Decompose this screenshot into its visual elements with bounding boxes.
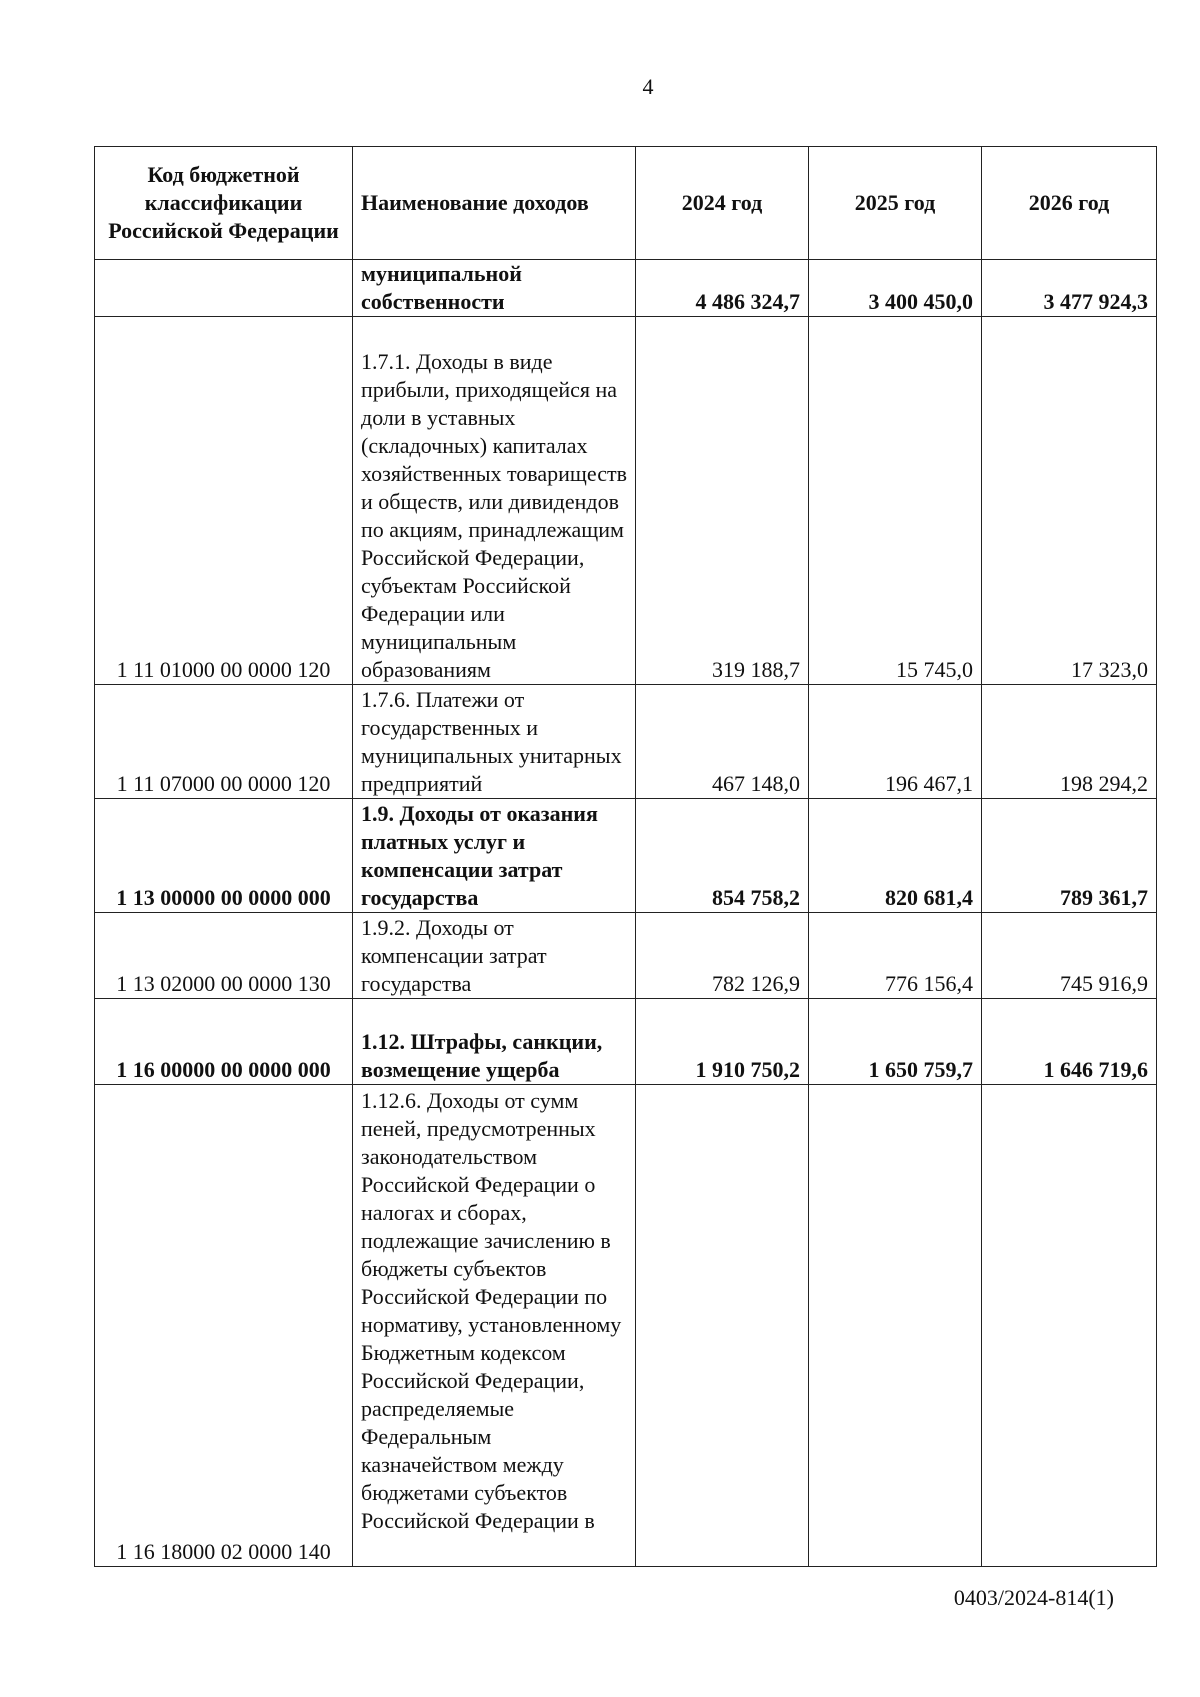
row-code: 1 16 18000 02 0000 140 — [95, 1085, 353, 1567]
row-code: 1 16 00000 00 0000 000 — [95, 999, 353, 1085]
row-name: муниципальной собственности — [353, 260, 636, 317]
row-name: 1.7.6. Платежи от государственных и муниципальных унитарных предприятий — [353, 685, 636, 799]
header-2024: 2024 год — [636, 147, 809, 260]
table-row — [95, 317, 1157, 685]
row-code — [95, 260, 353, 317]
row-2024: 4 486 324,7 — [636, 260, 809, 317]
row-2024: 854 758,2 — [636, 799, 809, 913]
row-name: 1.7.1. Доходы в виде прибыли, приходящейся на доли в уставных (складочных) капиталах хозяйственных товариществ и обществ, или дивидендов по акциям, принадлежащим Российской Федерации, субъектам Российской Федерации или муниципальным образованиям — [353, 317, 636, 685]
header-name: Наименование доходов — [353, 147, 636, 260]
row-2024: 467 148,0 — [636, 685, 809, 799]
row-2025: 1 650 759,7 — [809, 999, 982, 1085]
header-2026: 2026 год — [982, 147, 1157, 260]
row-2024: 782 126,9 — [636, 913, 809, 999]
document-id: 0403/2024-814(1) — [953, 1585, 1114, 1610]
row-code: 1 13 02000 00 0000 130 — [95, 913, 353, 999]
revenue-table — [94, 146, 1157, 1567]
row-2026: 745 916,9 — [982, 913, 1157, 999]
table-header-row — [95, 147, 1157, 260]
row-2025: 15 745,0 — [809, 317, 982, 685]
page-number: 4 — [642, 74, 654, 99]
row-2025: 820 681,4 — [809, 799, 982, 913]
row-2026: 3 477 924,3 — [982, 260, 1157, 317]
table-row — [95, 1085, 1157, 1567]
header-2025: 2025 год — [809, 147, 982, 260]
row-name: 1.12.6. Доходы от сумм пеней, предусмотренных законодательством Российской Федерации о налогах и сборах, подлежащие зачислению в бюджеты субъектов Российской Федерации по нормативу, установленному Бюджетным кодексом Российской Федерации, распределяемые Федеральным казначейством между бюджетами субъектов Российской Федерации в — [353, 1085, 636, 1567]
row-name: 1.9. Доходы от оказания платных услуг и компенсации затрат государства — [353, 799, 636, 913]
table-row — [95, 685, 1157, 799]
table-row — [95, 913, 1157, 999]
row-2024 — [636, 1085, 809, 1567]
row-2025 — [809, 1085, 982, 1567]
row-2024: 319 188,7 — [636, 317, 809, 685]
row-name: 1.9.2. Доходы от компенсации затрат государства — [353, 913, 636, 999]
row-code: 1 13 00000 00 0000 000 — [95, 799, 353, 913]
header-code: Код бюджетной классификации Российской Федерации — [95, 147, 353, 260]
row-2026 — [982, 1085, 1157, 1567]
row-2026: 789 361,7 — [982, 799, 1157, 913]
row-2026: 17 323,0 — [982, 317, 1157, 685]
row-code: 1 11 07000 00 0000 120 — [95, 685, 353, 799]
row-2024: 1 910 750,2 — [636, 999, 809, 1085]
table-row — [95, 799, 1157, 913]
row-2025: 196 467,1 — [809, 685, 982, 799]
table-row — [95, 999, 1157, 1085]
row-code: 1 11 01000 00 0000 120 — [95, 317, 353, 685]
row-2026: 1 646 719,6 — [982, 999, 1157, 1085]
row-2026: 198 294,2 — [982, 685, 1157, 799]
table-row — [95, 260, 1157, 317]
row-name: 1.12. Штрафы, санкции, возмещение ущерба — [353, 999, 636, 1085]
row-2025: 776 156,4 — [809, 913, 982, 999]
row-2025: 3 400 450,0 — [809, 260, 982, 317]
